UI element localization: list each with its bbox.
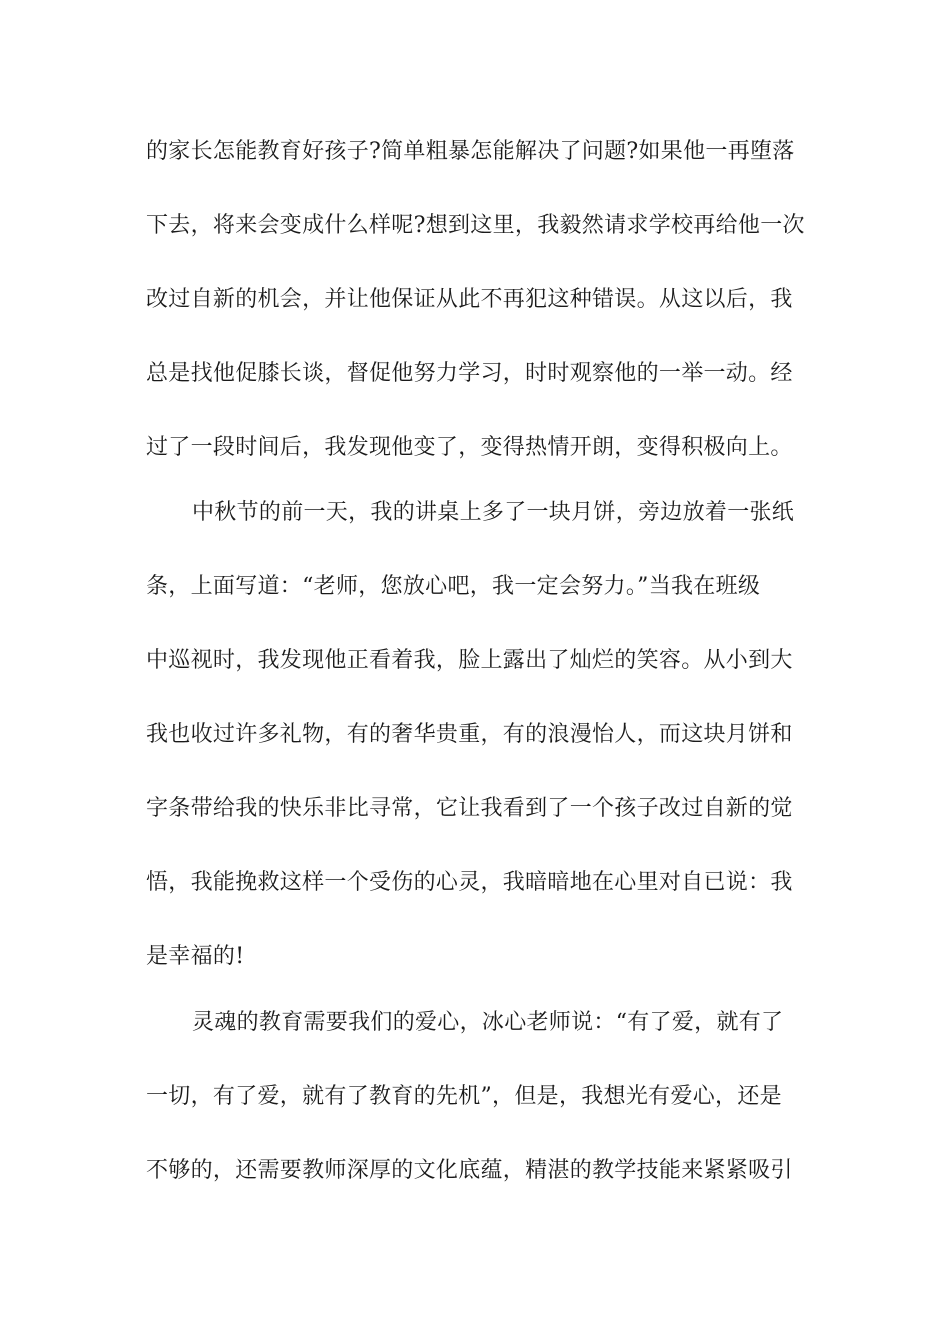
- text-line: 我也收过许多礼物，有的奢华贵重，有的浪漫怡人，而这块月饼和: [146, 722, 793, 747]
- paragraph-start-line: 灵魂的教育需要我们的爱心，冰心老师说：“有了爱，就有了: [192, 1010, 784, 1035]
- text-line: 条，上面写道：“老师，您放心吧，我一定会努力。”当我在班级: [146, 574, 761, 599]
- text-line: 一切，有了爱，就有了教育的先机”，但是，我想光有爱心，还是: [146, 1084, 782, 1109]
- text-line: 下去，将来会变成什么样呢?想到这里，我毅然请求学校再给他一次: [146, 213, 805, 238]
- text-line: 总是找他促膝长谈，督促他努力学习，时时观察他的一举一动。经: [146, 361, 793, 386]
- paragraph-start-line: 中秋节的前一天，我的讲桌上多了一块月饼，旁边放着一张纸: [192, 500, 795, 525]
- text-line: 的家长怎能教育好孩子?简单粗暴怎能解决了问题?如果他一再堕落: [146, 139, 795, 164]
- text-line: 字条带给我的快乐非比寻常，它让我看到了一个孩子改过自新的觉: [146, 796, 793, 821]
- text-line: 悟，我能挽救这样一个受伤的心灵，我暗暗地在心里对自已说：我: [146, 870, 793, 895]
- text-line: 过了一段时间后，我发现他变了，变得热情开朗，变得积极向上。: [146, 435, 793, 460]
- text-line: 中巡视时，我发现他正看着我，脸上露出了灿烂的笑容。从小到大: [146, 648, 793, 673]
- text-line: 不够的，还需要教师深厚的文化底蕴，精湛的教学技能来紧紧吸引: [146, 1158, 793, 1183]
- text-line: 改过自新的机会，并让他保证从此不再犯这种错误。从这以后，我: [146, 287, 793, 312]
- text-line: 是幸福的!: [146, 944, 245, 969]
